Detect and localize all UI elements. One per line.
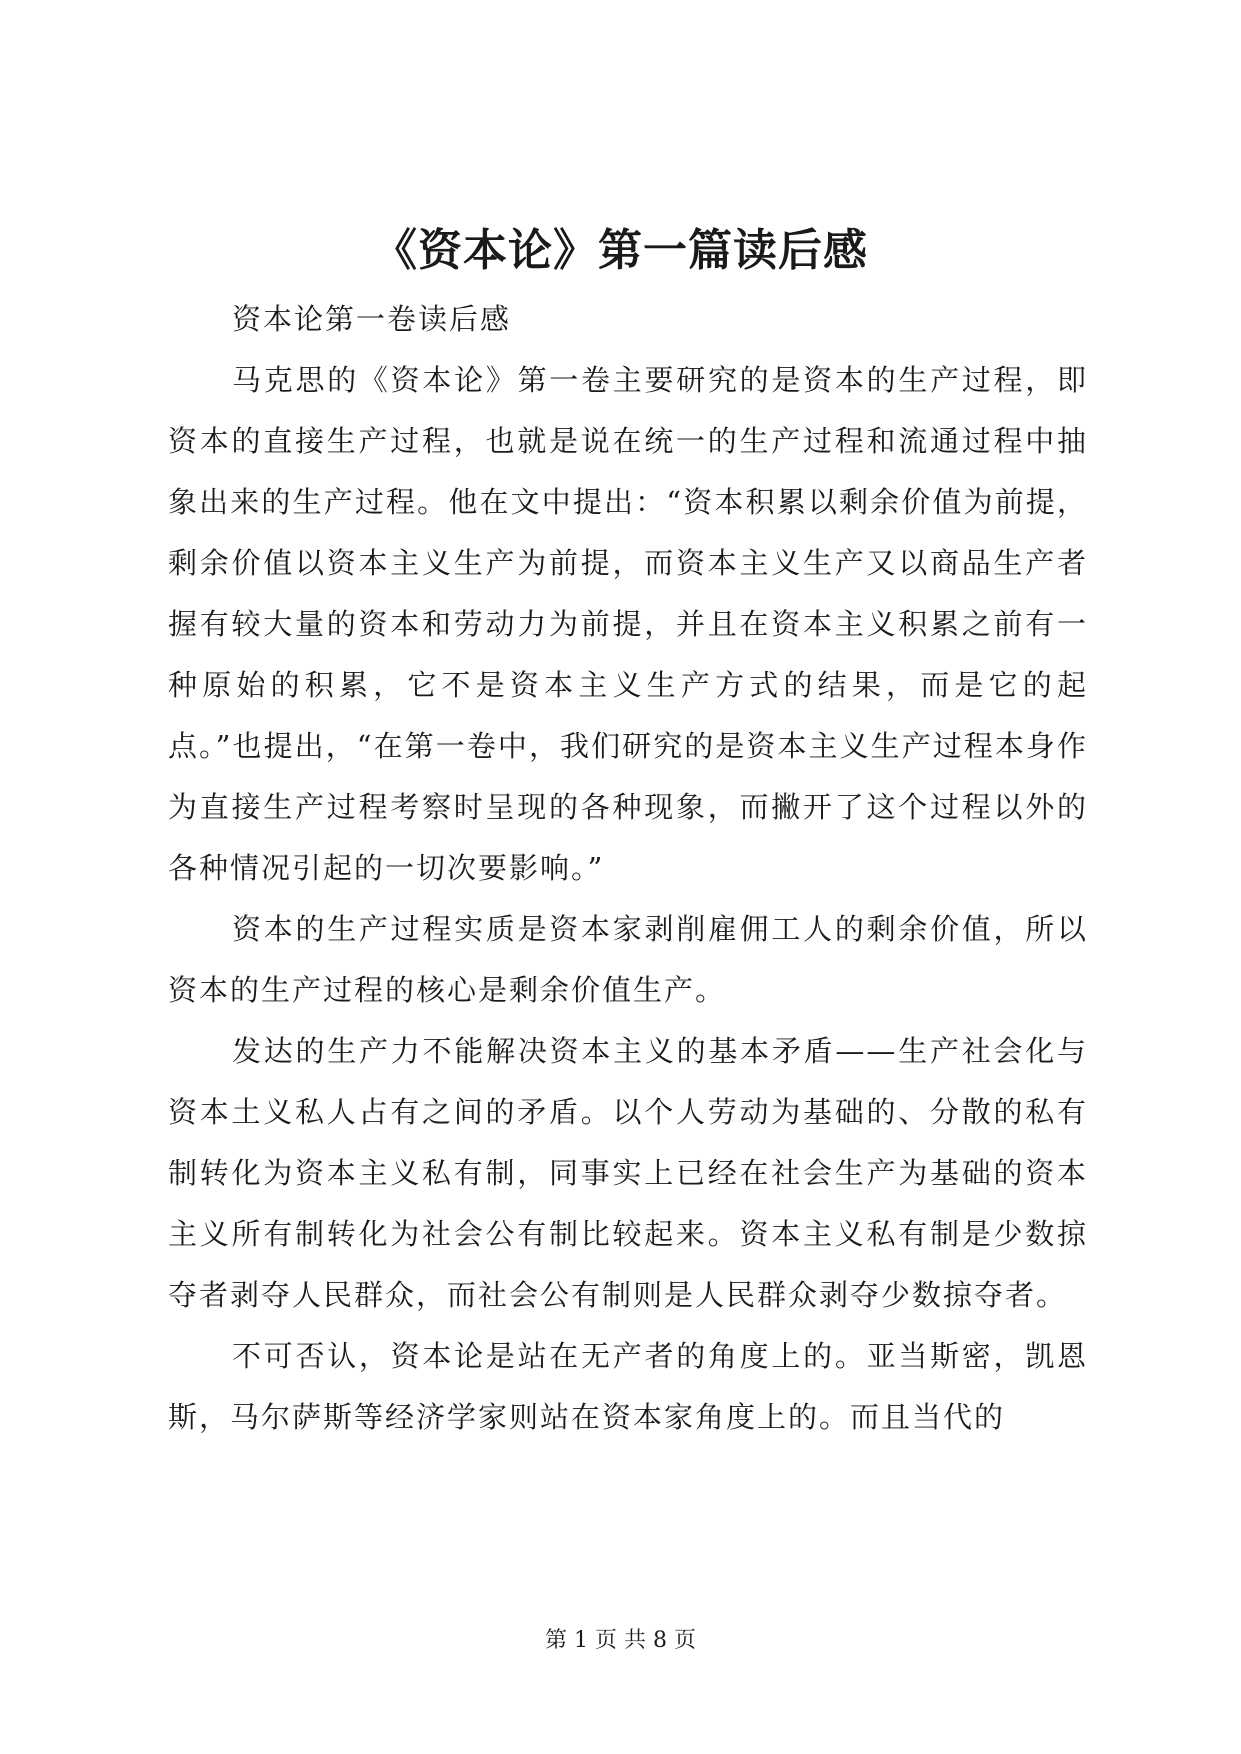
paragraph-subtitle: 资本论第一卷读后感: [232, 302, 512, 336]
page-number-footer: 第 1 页 共 8 页: [545, 1628, 696, 1653]
paragraph-1: 马克思的《资本论》第一卷主要研究的是资本的生产过程，即资本的直接生产过程，也就是说在统一的生产过程和流通过程中抽象出来的生产过程。他在文中提出：“资本积累以剩余价值为前提，剩余价值以资本主义生产为前提，而资本主义生产又以商品生产者握有较大量的资本和劳动力为前提，并且在资本主义积累之前有一种原始的积累，它不是资本主义生产方式的结果，而是它的起点。”也提出，“在第一卷中，我们研究的是资本主义生产过程本身作为直接生产过程考察时呈现的各种现象，而撇开了这个过程以外的各种情况引起的一切次要影响。”: [168, 363, 1088, 885]
document-body: [168, 289, 1088, 1448]
paragraph-2: 资本的生产过程实质是资本家剥削雇佣工人的剩余价值，所以资本的生产过程的核心是剩余价值生产。: [168, 912, 1088, 1007]
document-title: 《资本论》第一篇读后感: [373, 225, 868, 276]
paragraph-3: 发达的生产力不能解决资本主义的基本矛盾——生产社会化与资本土义私人占有之间的矛盾。以个人劳动为基础的、分散的私有制转化为资本主义私有制，同事实上已经在社会生产为基础的资本主义所有制转化为社会公有制比较起来。资本主义私有制是少数掠夺者剥夺人民群众，而社会公有制则是人民群众剥夺少数掠夺者。: [168, 1034, 1088, 1312]
paragraph-4: 不可否认，资本论是站在无产者的角度上的。亚当斯密，凯恩斯，马尔萨斯等经济学家则站在资本家角度上的。而且当代的: [168, 1339, 1088, 1434]
